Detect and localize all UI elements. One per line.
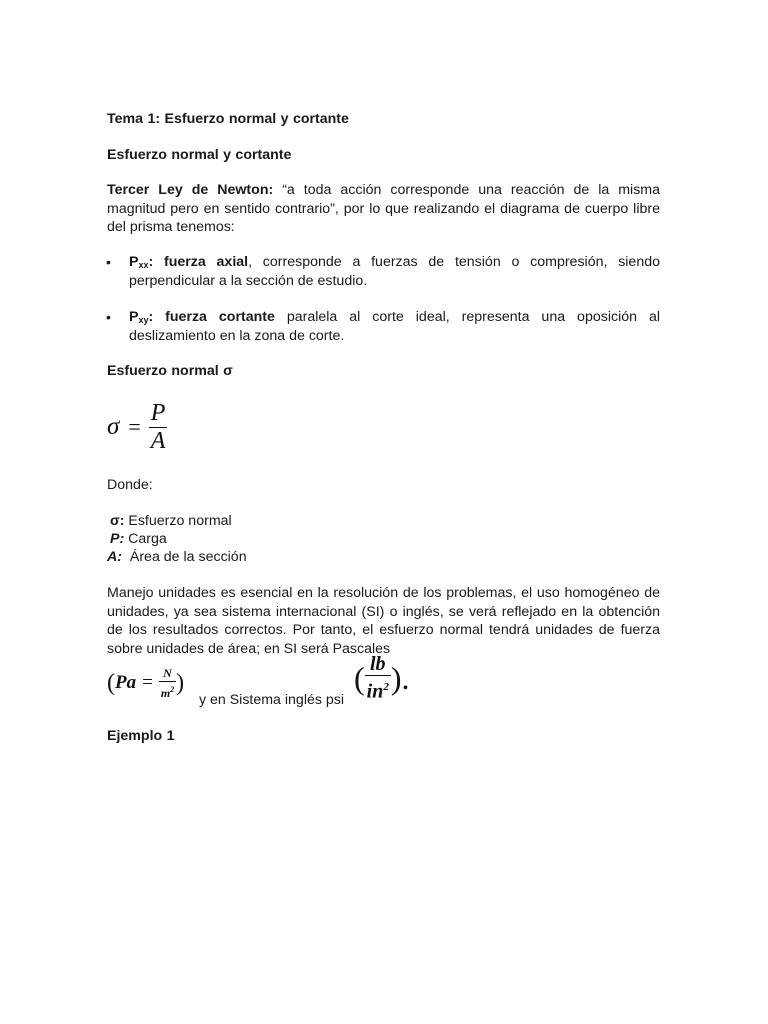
pascal-equals: = [142,672,153,693]
bullet-text: , corresponde a fuerzas de tensión o compresión, siendo perpendicular a la sección de estudio. [129,254,660,289]
legend-symbol: A: [107,549,122,565]
newton-paragraph [107,181,660,237]
formula-numerator: P [150,399,166,426]
legend-row [110,530,167,548]
legend-symbol: σ: [110,513,125,529]
psi-open-paren: ( [354,659,365,696]
units-paragraph: Manejo unidades es esencial en la resolución de los problemas, el uso homogéneo de unidades, ya sea sistema internacional (SI) o inglés, se verá reflejado en la obtención de los resultados correctos. Por tanto, el esfuerzo normal tendrá unidades de fuerza sobre unidades de área; en SI será Pascales [107,585,660,657]
formula-sigma: σ [107,413,120,440]
newton-label: Tercer Ley de Newton: [107,182,274,198]
formula-fraction [149,400,168,455]
pascal-lhs: Pa [115,672,137,693]
legend-text: Esfuerzo normal [124,513,232,529]
formula-denominator: A [150,427,166,454]
legend-symbol: P: [110,531,125,547]
legend-text: Carga [124,531,167,547]
legend-row [107,548,247,566]
bullet-dot-icon: • [106,309,111,325]
psi-denominator: $in^2$ [366,680,389,703]
section-heading: Esfuerzo normal y cortante [107,147,292,163]
document-title: Tema 1: Esfuerzo normal y cortante [107,111,349,127]
newton-text: “a toda acción corresponde una reacción de la misma magnitud pero en sentido contrario”, por lo que realizando el diagrama de cuerpo libre del prisma tenemos: [107,182,661,236]
psi-numerator: lb [365,654,391,676]
pascal-fraction [159,666,176,701]
pascal-open-paren: ( [107,669,115,696]
stress-formula [107,396,167,458]
bullet-text: paralela al corte ideal, representa una oposición al deslizamiento en la zona de corte. [129,309,661,344]
bullet-dot-icon: • [106,254,111,270]
psi-close-paren: ). [390,659,410,696]
psi-text: y en Sistema inglés psi [195,692,345,708]
bullet-symbol: $P_{xy}$: fuerza cortante [129,309,275,325]
example-heading: Ejemplo 1 [107,728,175,744]
list-item [106,253,660,290]
donde-label: Donde: [107,477,153,493]
pascal-formula [107,662,184,704]
legend-row [110,512,232,530]
pascal-denominator: $m^2$ [160,684,175,700]
legend-text: Área de la sección [121,549,247,565]
normal-stress-heading: Esfuerzo normal σ [107,363,233,379]
list-item [106,308,661,345]
pascal-numerator: N [159,666,176,682]
pascal-close-paren: ) [176,669,185,696]
formula-equals: = [128,414,141,439]
psi-formula [354,652,410,704]
psi-fraction [365,654,391,703]
bullet-symbol: $P_{xx}$: fuerza axial [129,254,249,270]
